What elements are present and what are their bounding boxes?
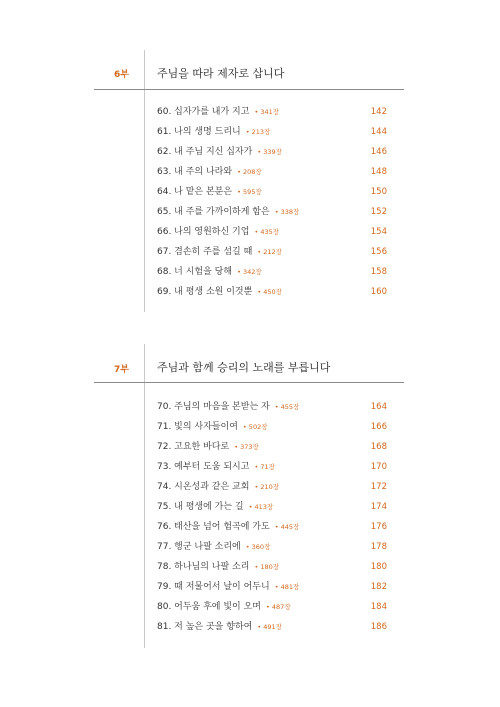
entry-page: 182 <box>370 582 387 592</box>
entry-hymn-ref: • 491장 <box>257 623 282 631</box>
entry-title: 76. 태산을 넘어 험곡에 가도 <box>157 522 270 532</box>
entry-hymn-ref: • 435장 <box>254 228 280 236</box>
entry-hymn-ref: • 339장 <box>257 148 282 156</box>
toc-entry[interactable] <box>157 577 387 597</box>
entry-title: 72. 고요한 바다로 <box>157 442 230 452</box>
section-7-entries <box>157 397 387 637</box>
toc-entry[interactable] <box>157 397 387 417</box>
toc-entry[interactable] <box>157 597 387 617</box>
entry-page: 170 <box>370 462 387 472</box>
toc-entry[interactable] <box>157 262 387 282</box>
entry-title: 65. 내 주를 가까이하게 함은 <box>157 207 270 217</box>
entry-title: 69. 내 평생 소원 이것뿐 <box>157 287 253 297</box>
entry-page: 152 <box>370 207 387 217</box>
toc-entry[interactable] <box>157 477 387 497</box>
entry-hymn-ref: • 455장 <box>274 403 300 411</box>
toc-entry[interactable] <box>157 142 387 162</box>
entry-title: 81. 저 높은 곳을 향하여 <box>157 622 253 632</box>
toc-entry[interactable] <box>157 202 387 222</box>
toc-entry[interactable] <box>157 417 387 437</box>
entry-title: 66. 나의 영원하신 기업 <box>157 227 250 237</box>
entry-page: 164 <box>370 402 387 412</box>
toc-entry[interactable] <box>157 222 387 242</box>
entry-title: 78. 하나님의 나팔 소리 <box>157 562 250 572</box>
toc-entry[interactable] <box>157 517 387 537</box>
entry-page: 150 <box>370 187 387 197</box>
entry-title: 80. 어두움 후에 빛이 오며 <box>157 602 262 612</box>
entry-hymn-ref: • 373장 <box>234 443 259 451</box>
entry-page: 172 <box>370 482 387 492</box>
toc-entry[interactable] <box>157 557 387 577</box>
entry-hymn-ref: • 445장 <box>274 523 300 531</box>
entry-page: 144 <box>370 127 387 137</box>
entry-page: 146 <box>370 147 387 157</box>
toc-entry[interactable] <box>157 242 387 262</box>
entry-page: 156 <box>370 247 387 257</box>
entry-page: 166 <box>370 422 387 432</box>
entry-page: 180 <box>370 562 387 572</box>
entry-title: 67. 겸손히 주를 섬길 때 <box>157 247 253 257</box>
entry-page: 142 <box>370 107 387 117</box>
entry-title: 61. 나의 생명 드리니 <box>157 127 241 137</box>
toc-entry[interactable] <box>157 617 387 637</box>
entry-page: 148 <box>370 167 387 177</box>
toc-entry[interactable] <box>157 537 387 557</box>
entry-hymn-ref: • 360장 <box>245 543 271 551</box>
entry-page: 174 <box>370 502 387 512</box>
entry-hymn-ref: • 413장 <box>248 503 274 511</box>
entry-hymn-ref: • 213장 <box>245 128 271 136</box>
entry-title: 62. 내 주님 지신 십자가 <box>157 147 253 157</box>
entry-hymn-ref: • 595장 <box>237 188 262 196</box>
section-6-label: 6부 <box>114 70 129 80</box>
toc-entry[interactable] <box>157 102 387 122</box>
toc-entry[interactable] <box>157 497 387 517</box>
entry-title: 60. 십자가를 내가 지고 <box>157 107 250 117</box>
toc-entry[interactable] <box>157 282 387 302</box>
entry-title: 73. 예부터 도움 되시고 <box>157 462 250 472</box>
entry-hymn-ref: • 71장 <box>254 463 275 471</box>
section-6-divider <box>94 89 404 90</box>
entry-hymn-ref: • 208장 <box>237 168 262 176</box>
entry-title: 77. 행군 나팔 소리에 <box>157 542 241 552</box>
toc-entry[interactable] <box>157 437 387 457</box>
section-6-entries <box>157 102 387 302</box>
entry-title: 70. 주님의 마음을 본받는 자 <box>157 402 270 412</box>
entry-title: 63. 내 주의 나라와 <box>157 167 233 177</box>
entry-page: 154 <box>370 227 387 237</box>
entry-page: 178 <box>370 542 387 552</box>
entry-page: 168 <box>370 442 387 452</box>
entry-title: 75. 내 평생에 가는 길 <box>157 502 244 512</box>
entry-page: 176 <box>370 522 387 532</box>
entry-hymn-ref: • 341장 <box>254 108 280 116</box>
entry-page: 186 <box>370 622 387 632</box>
entry-hymn-ref: • 342장 <box>237 268 262 276</box>
entry-page: 184 <box>370 602 387 612</box>
entry-title: 64. 나 맡은 본분은 <box>157 187 233 197</box>
toc-entry[interactable] <box>157 457 387 477</box>
section-7-divider <box>94 382 404 383</box>
entry-hymn-ref: • 487장 <box>266 603 291 611</box>
entry-page: 158 <box>370 267 387 277</box>
entry-hymn-ref: • 210장 <box>254 483 280 491</box>
entry-title: 71. 빛의 사자들이여 <box>157 422 238 432</box>
toc-entry[interactable] <box>157 122 387 142</box>
entry-hymn-ref: • 338장 <box>274 208 300 216</box>
entry-page: 160 <box>370 287 387 297</box>
section-6-title: 주님을 따라 제자로 삽니다 <box>157 67 285 80</box>
entry-title: 68. 너 시험을 당해 <box>157 267 233 277</box>
section-7-title: 주님과 함께 승리의 노래를 부릅니다 <box>157 361 331 374</box>
entry-hymn-ref: • 502장 <box>242 423 268 431</box>
entry-hymn-ref: • 481장 <box>274 583 300 591</box>
section-7-vertical-rule <box>144 344 145 648</box>
entry-hymn-ref: • 212장 <box>257 248 282 256</box>
entry-title: 74. 시온성과 같은 교회 <box>157 482 250 492</box>
entry-title: 79. 때 저물어서 날이 어두니 <box>157 582 270 592</box>
toc-entry[interactable] <box>157 182 387 202</box>
entry-hymn-ref: • 450장 <box>257 288 282 296</box>
entry-hymn-ref: • 180장 <box>254 563 280 571</box>
section-7-label: 7부 <box>114 365 129 375</box>
toc-entry[interactable] <box>157 162 387 182</box>
